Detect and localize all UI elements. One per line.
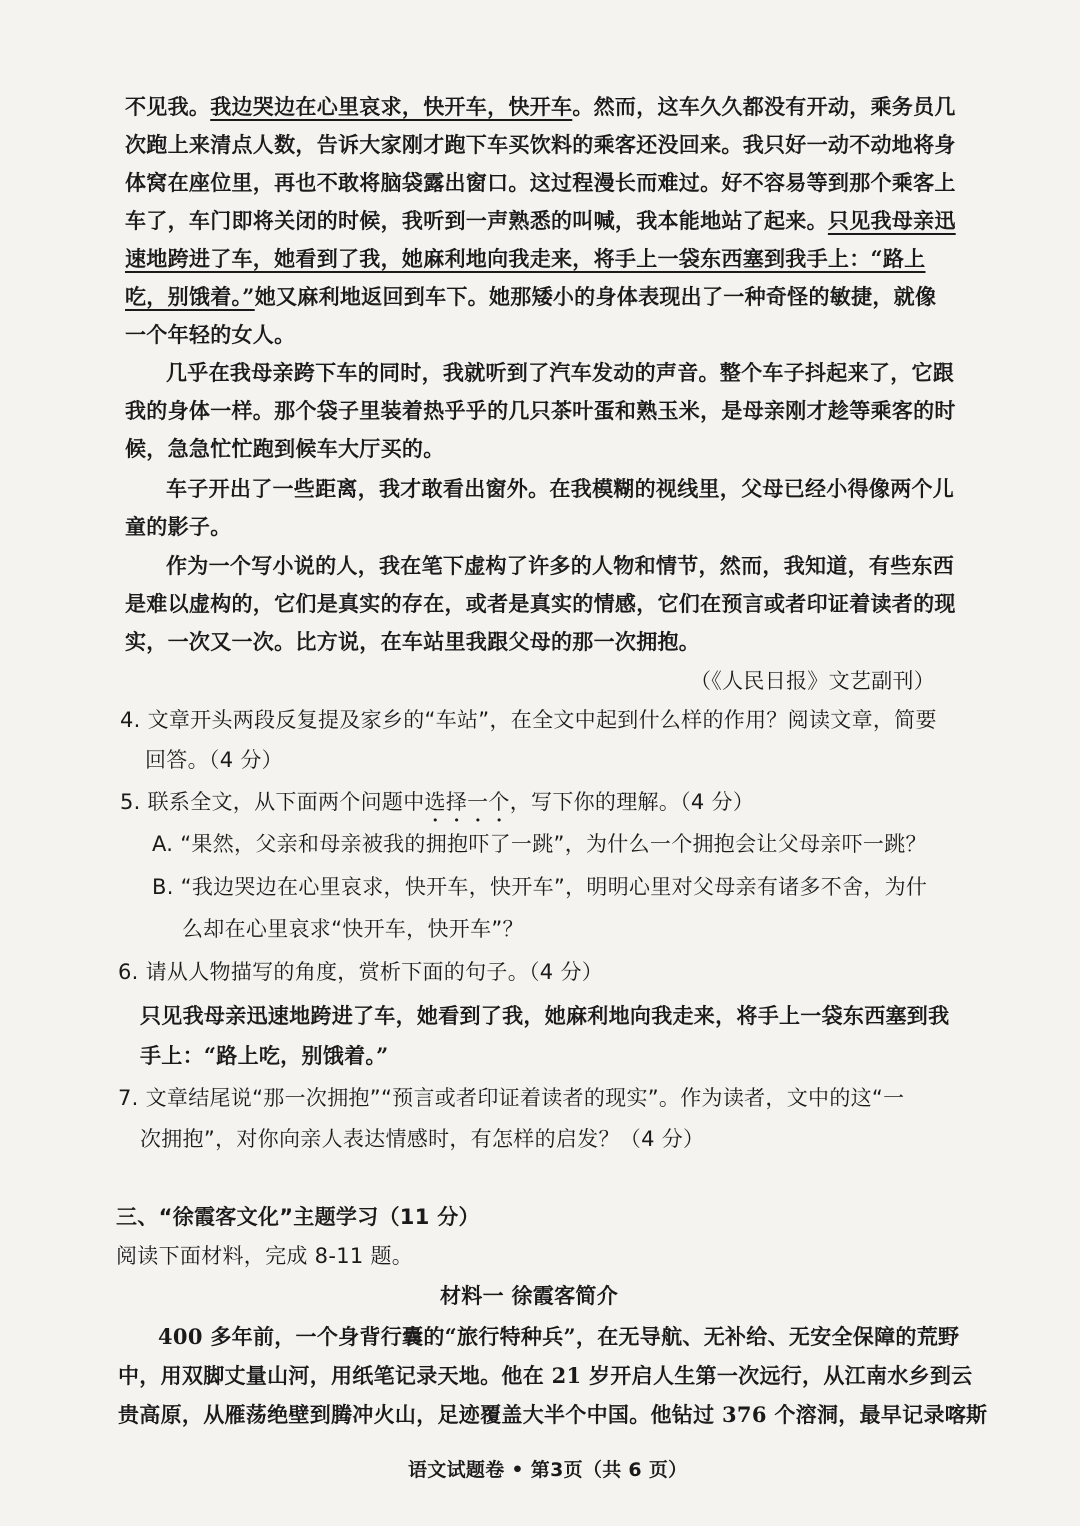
- passage-line: 作为一个写小说的人，我在笔下虚构了许多的人物和情节，然而，我知道，有些东西: [166, 553, 955, 578]
- passage-line: 实，一次又一次。比方说，在车站里我跟父母的那一次拥抱。: [125, 629, 701, 654]
- material-line: 贵高原，从雁荡绝壁到腾冲火山，足迹覆盖大半个中国。他钻过 376 个溶洞，最早记录喀斯: [118, 1402, 988, 1427]
- question-4: 4. 文章开头两段反复提及家乡的“车站”，在全文中起到什么样的作用？阅读文章，简要: [120, 708, 937, 732]
- emphasized-text: 选择一个: [424, 790, 510, 814]
- passage-line: 体窝在座位里，再也不敢将脑袋露出窗口。这过程漫长而难过。好不容易等到那个乘客上: [125, 170, 956, 195]
- passage-line: 几乎在我母亲跨下车的同时，我就听到了汽车发动的声音。整个车子抖起来了，它跟: [166, 360, 955, 385]
- passage-line: 车子开出了一些距离，我才敢看出窗外。在我模糊的视线里，父母已经小得像两个儿: [166, 476, 955, 501]
- material-line: 中，用双脚丈量山河，用纸笔记录天地。他在 21 岁开启人生第一次远行，从江南水乡到云: [118, 1363, 973, 1388]
- passage-text: 她又麻利地返回到车下。她那矮小的身体表现出了一种奇怪的敏捷，就像: [254, 284, 937, 309]
- passage-line: [125, 206, 956, 236]
- question-5-option-a: A. “果然，父亲和母亲被我的拥抱吓了一跳”，为什么一个拥抱会让父母亲吓一跳？: [152, 832, 927, 856]
- question-text: 5. 联系全文，从下面两个问题中: [120, 790, 425, 814]
- question-text: ，写下你的理解。（4 分）: [509, 790, 755, 814]
- question-6-quote-cont: 手上：“路上吃，别饿着。”: [140, 1043, 389, 1068]
- question-5-option-b-cont: 么却在心里哀求“快开车，快开车”？: [182, 917, 524, 941]
- question-6-quote: 只见我母亲迅速地跨进了车，她看到了我，她麻利地向我走来，将手上一袋东西塞到我: [140, 1003, 950, 1028]
- question-7-cont: 次拥抱”，对你向亲人表达情感时，有怎样的启发？（4 分）: [140, 1127, 705, 1151]
- underlined-sentence: 速地跨进了车，她看到了我，她麻利地向我走来，将手上一袋东西塞到我手上：“路上: [125, 246, 926, 271]
- passage-text: 。然而，这车久久都没有开动，乘务员几: [572, 94, 956, 119]
- passage-line: 我的身体一样。那个袋子里装着热乎乎的几只茶叶蛋和熟玉米，是母亲刚才趁等乘客的时: [125, 398, 956, 423]
- passage-text: 不见我。: [125, 94, 211, 119]
- passage-line: 是难以虚构的，它们是真实的存在，或者是真实的情感，它们在预言或者印证着读者的现: [125, 591, 956, 616]
- passage-line: 童的影子。: [125, 514, 232, 539]
- passage-source: （《人民日报》文艺副刊）: [690, 669, 936, 693]
- passage-line: 次跑上来清点人数，告诉大家刚才跑下车买饮料的乘客还没回来。我只好一动不动地将身: [125, 132, 956, 157]
- underlined-sentence: 吃，别饿着。”: [125, 284, 255, 309]
- underlined-sentence: 我边哭边在心里哀求，快开车，快开车: [210, 94, 573, 119]
- question-7: 7. 文章结尾说“那一次拥抱”“预言或者印证着读者的现实”。作为读者，文中的这“一: [118, 1086, 905, 1110]
- passage-line: [125, 92, 956, 122]
- question-5: [120, 787, 754, 827]
- passage-line: 一个年轻的女人。: [125, 322, 296, 347]
- question-4-cont: 回答。（4 分）: [145, 748, 283, 772]
- question-5-option-b: B. “我边哭边在心里哀求，快开车，快开车”，明明心里对父母亲有诸多不舍，为什: [152, 875, 928, 899]
- underlined-sentence: 只见我母亲迅: [827, 208, 956, 233]
- passage-line: 候，急急忙忙跑到候车大厅买的。: [125, 436, 445, 461]
- passage-text: 车了，车门即将关闭的时候，我听到一声熟悉的叫喊，我本能地站了起来。: [125, 208, 828, 233]
- section-3-instruction: 阅读下面材料，完成 8-11 题。: [116, 1244, 414, 1268]
- material-line: 400 多年前，一个身背行囊的“旅行特种兵”，在无导航、无补给、无安全保障的荒野: [158, 1324, 960, 1349]
- section-3-heading: 三、“徐霞客文化”主题学习（11 分）: [116, 1205, 480, 1229]
- question-6: 6. 请从人物描写的角度，赏析下面的句子。（4 分）: [118, 960, 604, 984]
- material-title: 材料一 徐霞客简介: [440, 1284, 619, 1308]
- page-footer: 语文试题卷 • 第3页（共 6 页）: [408, 1459, 688, 1481]
- passage-line: [125, 282, 936, 312]
